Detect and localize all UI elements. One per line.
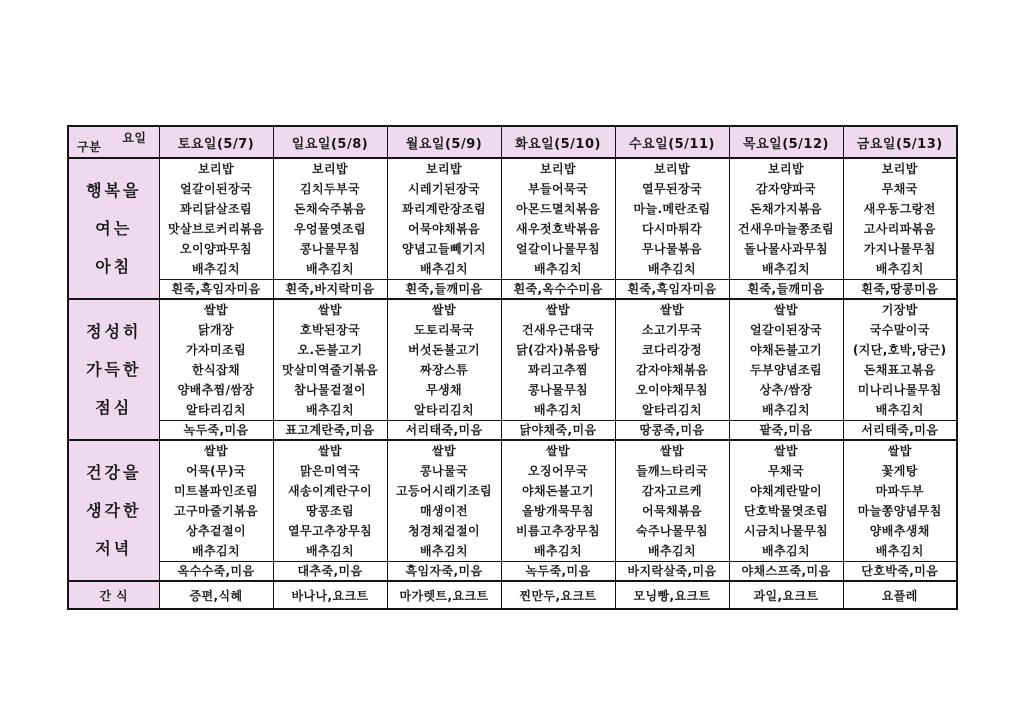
porridge-cell: 옥수수죽,미음 [159,562,273,582]
menu-item: 쌀밥 [774,444,798,458]
porridge-cell: 바지락살죽,미음 [615,562,729,582]
menu-item: 쌀밥 [204,303,228,317]
porridge-cell: 흰죽,들깨미음 [387,280,501,300]
meal-cell [273,158,387,280]
menu-item: 무나물볶음 [642,242,702,256]
porridge-cell: 녹두죽,미음 [159,421,273,441]
porridge-cell: 땅콩죽,미음 [615,421,729,441]
menu-item: 콩나물국 [420,464,468,478]
section-label-line: 생각한 [86,500,142,520]
menu-item: 보리밥 [768,162,804,176]
meal-cell [159,299,273,421]
menu-item: 얼갈이된장국 [180,182,252,196]
menu-item: 호박된장국 [300,323,360,337]
menu-item: 상추겉절이 [186,524,246,538]
porridge-cell: 대추죽,미음 [273,562,387,582]
menu-item: 땅콩조림 [306,504,354,518]
menu-item: 국수말이국 [869,323,930,337]
menu-item: 야채계란말이 [750,484,822,498]
menu-item: 고사리파볶음 [863,222,936,236]
menu-item: 감자양파국 [756,182,816,196]
menu-item: 보리밥 [426,162,462,176]
menu-item: 어묵야채볶음 [408,222,480,236]
meal-cell [501,299,615,421]
menu-item: 새송이계란구이 [288,484,372,498]
menu-item: 감자고르케 [642,484,702,498]
menu-item: 배추김치 [875,403,924,417]
menu-item: 쌀밥 [432,303,456,317]
section-label-line: 아침 [95,256,133,276]
day-header-cell: 화요일(5/10) [501,126,615,158]
menu-item: 오징어무국 [528,464,588,478]
menu-item: 콩나물무침 [300,242,360,256]
menu-item: 쌀밥 [660,303,684,317]
menu-item: 쌀밥 [546,303,570,317]
menu-item: 보리밥 [540,162,576,176]
menu-item: 부들어묵국 [528,182,588,196]
menu-item: 마늘.메란조림 [633,202,711,216]
meal-cell [729,299,843,421]
menu-item: 배추김치 [875,262,924,276]
section-label-line: 여는 [95,218,133,238]
menu-item: 상추/쌈장 [759,383,813,397]
meal-cell [501,440,615,562]
meal-cell [615,299,729,421]
header-row [68,126,957,158]
porridge-cell: 닭야채죽,미음 [501,421,615,441]
snack-cell: 과일,요크트 [729,581,843,609]
menu-item: 얼갈이된장국 [750,323,822,337]
menu-item: 우엉물엿조림 [294,222,366,236]
menu-item: 숙주나물무침 [636,524,708,538]
menu-item: 건새우근대국 [522,323,594,337]
section-label-line: 저녁 [95,538,133,558]
menu-item: 돈채숙주볶음 [294,202,366,216]
menu-item: 무채국 [881,182,918,196]
menu-item: 양배추생채 [869,524,930,538]
snack-cell: 마가렛트,요크트 [387,581,501,609]
menu-item: (지단,호박,당근) [852,343,947,357]
porridge-cell: 흰죽,땅콩미음 [843,280,957,300]
porridge-cell: 흰죽,옥수수미음 [501,280,615,300]
menu-item: 올방개묵무침 [522,504,594,518]
menu-item: 알타리김치 [642,403,702,417]
menu-item: 짜장스튜 [420,363,468,377]
porridge-cell: 흰죽,흑임자미음 [615,280,729,300]
snack-row [68,581,957,609]
section-main-row [68,158,957,280]
menu-item: 시금치나물무침 [744,524,828,538]
menu-item: 맑은미역국 [300,464,360,478]
menu-item: 어묵채볶음 [642,504,702,518]
menu-item: 배추김치 [875,544,924,558]
meal-cell [387,440,501,562]
weekday-axis-label: 요일 [122,131,147,145]
menu-item: 한식잡채 [192,363,240,377]
section-main-row [68,440,957,562]
corner-cell [68,126,159,158]
day-header-cell: 일요일(5/8) [273,126,387,158]
section-label-line: 가득한 [86,359,142,379]
menu-item: 배추김치 [192,544,240,558]
porridge-cell: 단호박죽,미음 [843,562,957,582]
section-label [68,440,159,581]
menu-item: 양념고들빼기지 [402,242,486,256]
menu-item: 맛살미역줄기볶음 [282,363,378,377]
section-label [68,158,159,299]
menu-item: 미나리나물무침 [857,383,942,397]
menu-item: 쌀밥 [546,444,570,458]
snack-cell: 모닝빵,요크트 [615,581,729,609]
menu-item: 닭(감자)볶음탕 [516,343,600,357]
menu-item: 무생채 [426,383,462,397]
menu-item: 배추김치 [306,544,354,558]
snack-cell: 바나나,요크트 [273,581,387,609]
menu-item: 양배추찜/쌈장 [177,383,255,397]
menu-item: 배추김치 [762,262,810,276]
menu-item: 배추김치 [534,544,582,558]
section-main-row [68,299,957,421]
menu-item: 마파두부 [875,484,924,498]
meal-cell [159,440,273,562]
menu-item: 쌀밥 [204,444,228,458]
meal-cell [615,440,729,562]
menu-item: 코다리강정 [642,343,702,357]
menu-item: 보리밥 [312,162,348,176]
porridge-cell: 표고계란죽,미음 [273,421,387,441]
meal-cell [729,440,843,562]
porridge-cell: 서리태죽,미음 [387,421,501,441]
menu-item: 알타리김치 [186,403,246,417]
day-header-cell: 수요일(5/11) [615,126,729,158]
menu-item: 열무된장국 [642,182,702,196]
menu-item: 보리밥 [881,162,918,176]
menu-item: 시레기된장국 [408,182,480,196]
snack-label: 간 식 [68,581,159,609]
menu-item: 배추김치 [648,544,696,558]
section-label-line: 정성히 [86,321,142,341]
menu-item: 어묵(무)국 [186,464,246,478]
menu-item: 새우동그랑전 [863,202,936,216]
menu-item: 배추김치 [534,403,582,417]
menu-item: 배추김치 [648,262,696,276]
menu-item: 열무고추장무침 [288,524,372,538]
menu-item: 단호박물엿조림 [744,504,828,518]
menu-item: 기장밥 [881,303,918,317]
menu-item: 청경채겉절이 [408,524,480,538]
porridge-cell: 야채스프죽,미음 [729,562,843,582]
menu-item: 야채돈불고기 [522,484,594,498]
menu-item: 꽈리계란장조림 [402,202,486,216]
porridge-row [68,562,957,582]
menu-item: 새우젓호박볶음 [516,222,600,236]
menu-item: 오이양파무침 [180,242,252,256]
snack-cell: 요플레 [843,581,957,609]
menu-item: 오.돈불고기 [297,343,363,357]
menu-item: 돈채가지볶음 [750,202,822,216]
category-axis-label: 구분 [77,140,102,154]
meal-cell [729,158,843,280]
menu-item: 돈채표고볶음 [863,363,936,377]
menu-item: 소고기무국 [642,323,702,337]
section-label-line: 건강을 [86,462,142,482]
meal-cell [273,440,387,562]
section-label [68,299,159,440]
meal-cell [843,158,957,280]
menu-item: 두부양념조림 [750,363,822,377]
meal-cell [387,299,501,421]
porridge-cell: 흰죽,흑임자미음 [159,280,273,300]
meal-cell [273,299,387,421]
menu-item: 맛살브로커리볶음 [168,222,264,236]
menu-item: 배추김치 [420,544,468,558]
meal-cell [501,158,615,280]
porridge-row [68,280,957,300]
menu-item: 돌나물사과무침 [744,242,828,256]
menu-item: 배추김치 [306,262,354,276]
menu-item: 도토리묵국 [414,323,474,337]
menu-item: 쌀밥 [432,444,456,458]
section-label-line: 행복을 [86,180,142,200]
menu-item: 쌀밥 [318,444,342,458]
menu-table [67,125,958,610]
porridge-cell: 녹두죽,미음 [501,562,615,582]
menu-item: 들깨느타리국 [636,464,708,478]
section-label-line: 점심 [95,397,133,417]
menu-item: 다시마튀각 [642,222,702,236]
menu-item: 고등어시래기조림 [396,484,492,498]
menu-item: 배추김치 [534,262,582,276]
menu-item: 보리밥 [654,162,690,176]
menu-item: 배추김치 [306,403,354,417]
menu-item: 쌀밥 [774,303,798,317]
menu-item: 얼갈이나물무침 [516,242,600,256]
menu-item: 가지나물무침 [863,242,936,256]
day-header-cell: 금요일(5/13) [843,126,957,158]
menu-item: 콩나물무침 [528,383,588,397]
menu-item: 배추김치 [762,403,810,417]
menu-item: 꽈리닭살조림 [180,202,252,216]
menu-item: 배추김치 [762,544,810,558]
porridge-cell: 흑임자죽,미음 [387,562,501,582]
porridge-cell: 흰죽,바지락미음 [273,280,387,300]
menu-item: 오이야채무침 [636,383,708,397]
menu-item: 건새우마늘쫑조림 [738,222,834,236]
menu-item: 알타리김치 [414,403,474,417]
meal-cell [843,440,957,562]
porridge-row [68,421,957,441]
menu-item: 쌀밥 [887,444,912,458]
menu-item: 쌀밥 [660,444,684,458]
porridge-cell: 서리태죽,미음 [843,421,957,441]
menu-item: 꽈리고추찜 [528,363,588,377]
porridge-cell: 팥죽,미음 [729,421,843,441]
menu-item: 야채돈불고기 [750,343,822,357]
menu-item: 고구마줄기볶음 [174,504,258,518]
menu-item: 김치두부국 [300,182,360,196]
menu-item: 참나물겉절이 [294,383,366,397]
porridge-cell: 흰죽,들깨미음 [729,280,843,300]
menu-item: 매생이전 [420,504,468,518]
menu-item: 닭개장 [198,323,234,337]
menu-item: 배추김치 [420,262,468,276]
menu-item: 배추김치 [192,262,240,276]
menu-item: 꽃게탕 [881,464,918,478]
day-header-cell: 월요일(5/9) [387,126,501,158]
menu-item: 아몬드멸치볶음 [516,202,600,216]
menu-item: 비름고추장무침 [516,524,600,538]
day-header-cell: 토요일(5/7) [159,126,273,158]
snack-cell: 증편,식혜 [159,581,273,609]
menu-item: 가자미조림 [186,343,246,357]
meal-cell [159,158,273,280]
meal-cell [387,158,501,280]
menu-item: 버섯돈불고기 [408,343,480,357]
snack-cell: 찐만두,요크트 [501,581,615,609]
menu-item: 감자야채볶음 [636,363,708,377]
menu-item: 쌀밥 [318,303,342,317]
day-header-cell: 목요일(5/12) [729,126,843,158]
meal-cell [615,158,729,280]
menu-item: 미트볼파인조림 [174,484,258,498]
meal-cell [843,299,957,421]
menu-item: 보리밥 [198,162,234,176]
menu-item: 무채국 [768,464,804,478]
menu-item: 마늘쫑양념무침 [857,504,942,518]
